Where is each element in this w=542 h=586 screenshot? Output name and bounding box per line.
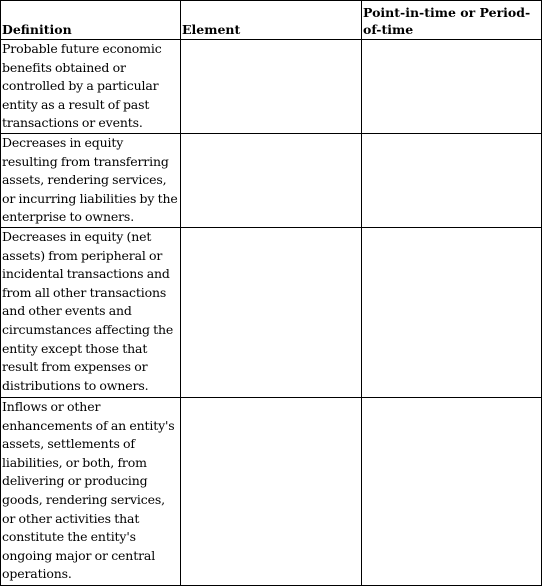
timing-cell[interactable] (362, 397, 542, 585)
table-row (1, 40, 542, 134)
definition-cell (1, 397, 181, 585)
element-cell[interactable] (181, 397, 362, 585)
header-definition: Definition (1, 1, 181, 40)
table-row (1, 133, 542, 227)
header-row (1, 1, 542, 40)
definition-cell (1, 227, 181, 397)
definition-cell (1, 40, 181, 134)
definition-text: Decreases in equity resulting from transferring assets, rendering services, or incurring liabilities by the enterprise to owners. (2, 134, 178, 225)
definition-text: Probable future economic benefits obtained or controlled by a particular entity as a result of past transactions or events. (2, 41, 162, 131)
table-row (1, 227, 542, 397)
element-cell[interactable] (181, 40, 362, 134)
definition-cell (1, 133, 181, 227)
element-cell[interactable] (181, 227, 362, 397)
definition-text: Decreases in equity (net assets) from peripheral or incidental transactions and from all other transactions and other events and circumstances affecting the entity except those that result from expenses or distributions to owners. (2, 228, 174, 393)
header-element: Element (181, 1, 362, 40)
element-cell[interactable] (181, 133, 362, 227)
definition-text: Inflows or other enhancements of an entity's assets, settlements of liabilities, or both, from delivering or producing goods, rendering services, or other activities that constitute the entity's ongoing major or central operations. (2, 398, 175, 582)
timing-cell[interactable] (362, 40, 542, 134)
timing-cell[interactable] (362, 133, 542, 227)
timing-cell[interactable] (362, 227, 542, 397)
table-row (1, 397, 542, 585)
header-timing: Point-in-time or Period-of-time (362, 1, 542, 40)
